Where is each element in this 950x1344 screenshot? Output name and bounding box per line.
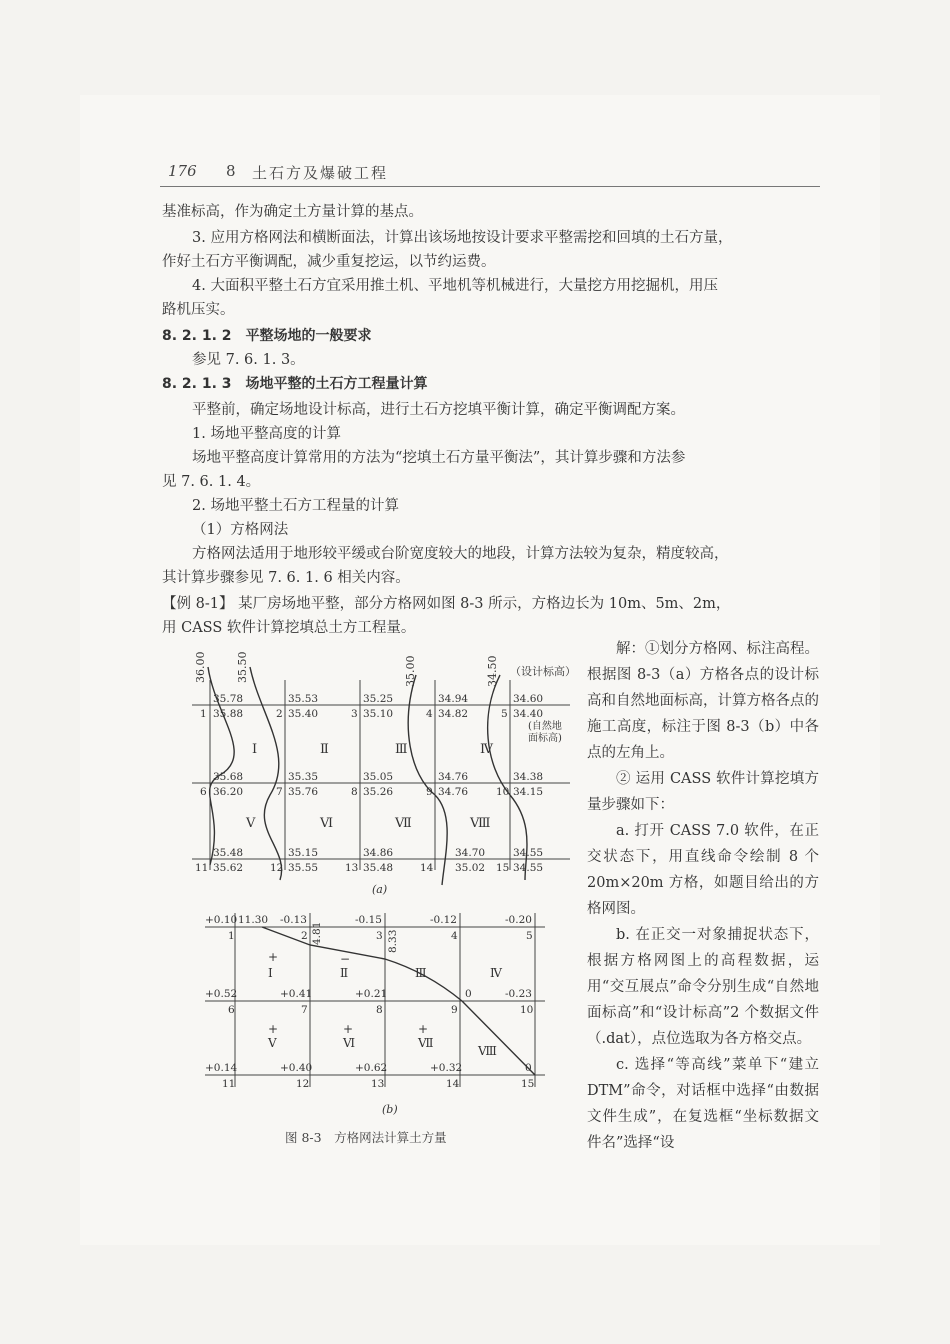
cell-label: Ⅲ <box>415 966 427 980</box>
point-number: 10 <box>496 786 510 798</box>
cell-label: Ⅰ <box>268 966 273 980</box>
point-number: 8 <box>376 1004 383 1016</box>
text-line: 3. 应用方格网法和横断面法，计算出该场地按设计要求平整需挖和回填的土石方量， <box>192 230 733 246</box>
solution-para: 解：①划分方格网、标注高程。根据图 8-3（a）方格各点的设计标高和自然地面标高，计算方格各点的施工高度，标注于图 8-3（b）中各点的左角上。 <box>587 641 819 761</box>
point-number: 4 <box>426 708 433 720</box>
design-elev: 35.68 <box>213 771 244 783</box>
design-elev: 35.15 <box>288 847 319 859</box>
contour-label: 34.50 <box>486 655 499 687</box>
point-number: 8 <box>351 786 358 798</box>
text-line: 参见 7. 6. 1. 3。 <box>192 352 305 368</box>
point-number: 12 <box>270 862 284 874</box>
chapter-number: 8 <box>226 162 236 180</box>
design-elev: 34.76 <box>438 771 469 783</box>
text-line: 2. 场地平整土石方工程量的计算 <box>192 498 399 514</box>
point-number: 5 <box>501 708 508 720</box>
figure-caption: 图 8-3 方格网法计算土方量 <box>285 1130 447 1145</box>
work-height-extra: 4.81 <box>311 921 323 945</box>
figure-a-label: (a) <box>372 883 388 896</box>
cell-label: Ⅶ <box>418 1036 434 1050</box>
point-number: 9 <box>451 1004 458 1016</box>
natural-elev: 34.55 <box>513 862 544 874</box>
text-line: 路机压实。 <box>162 302 235 318</box>
point-number: 11 <box>195 862 209 874</box>
text-line: 作好土石方平衡调配，减少重复挖运，以节约运费。 <box>162 254 496 270</box>
text-line: 其计算步骤参见 7. 6. 1. 6 相关内容。 <box>162 570 410 586</box>
fill-sign: + <box>268 1022 279 1036</box>
natural-elev: 35.02 <box>455 862 486 874</box>
text-line: （1）方格网法 <box>192 522 289 538</box>
work-height: +0.14 <box>205 1062 238 1074</box>
point-number: 12 <box>296 1078 310 1090</box>
point-number: 13 <box>371 1078 385 1090</box>
work-height: +0.21 <box>355 988 388 1000</box>
contour-label: 35.50 <box>236 651 249 683</box>
section-heading: 8. 2. 1. 3 场地平整的土石方工程量计算 <box>162 376 428 392</box>
solution-para: b. 在正交一对象捕捉状态下，根据方格网图上的高程数据，运用“交互展点”命令分别生成“自然地面标高”和“设计标高”2 个数据文件（.dat），点位选取为各方格交点。 <box>587 927 819 1047</box>
design-elev: 34.55 <box>513 847 544 859</box>
point-number: 11 <box>222 1078 236 1090</box>
design-elev: 34.38 <box>513 771 544 783</box>
cut-sign: − <box>340 952 351 966</box>
section-heading: 8. 2. 1. 2 平整场地的一般要求 <box>162 328 372 344</box>
work-height: +0.40 <box>280 1062 313 1074</box>
point-number: 1 <box>200 708 207 720</box>
cell-label: Ⅴ <box>246 816 256 831</box>
text-line: 4. 大面积平整土石方宜采用推土机、平地机等机械进行，大量挖方用挖掘机，用压 <box>192 278 718 294</box>
point-number: 10 <box>520 1004 534 1016</box>
contour-label: 36.00 <box>194 651 207 683</box>
design-elev: 34.86 <box>363 847 394 859</box>
point-number: 1 <box>228 930 235 942</box>
design-elev: 34.94 <box>438 693 469 705</box>
design-elev: 35.35 <box>288 771 319 783</box>
work-height: -0.20 <box>505 914 532 926</box>
contour-label: 35.00 <box>404 655 417 687</box>
cell-label: Ⅲ <box>395 742 408 757</box>
design-elev: 35.25 <box>363 693 394 705</box>
design-elev: 35.53 <box>288 693 319 705</box>
natural-elev: 35.76 <box>288 786 319 798</box>
solution-para: a. 打开 CASS 7.0 软件，在正交状态下，用直线命令绘制 8 个 20m×20m 方格，如题目给出的方格网图。 <box>587 823 819 917</box>
example-line: 【例 8-1】 某厂房场地平整，部分方格网如图 8-3 所示，方格边长为 10m、5m、2m， <box>162 596 731 612</box>
page-header <box>160 160 820 187</box>
work-height: +0.10 <box>205 914 238 926</box>
point-number: 7 <box>276 786 283 798</box>
natural-elev: 36.20 <box>213 786 244 798</box>
design-elev: 35.48 <box>213 847 244 859</box>
work-height: +0.62 <box>355 1062 388 1074</box>
point-number: 15 <box>496 862 510 874</box>
text-line: 场地平整高度计算常用的方法为“挖填土石方量平衡法”，其计算步骤和方法参 <box>192 450 686 466</box>
work-height-extra: 11.30 <box>238 914 269 926</box>
cell-label: Ⅰ <box>252 742 258 757</box>
natural-elev: 35.88 <box>213 708 244 720</box>
cell-label: Ⅱ <box>340 966 349 980</box>
cell-label: Ⅵ <box>343 1036 356 1050</box>
cell-label: Ⅱ <box>320 742 329 757</box>
design-elev: 35.05 <box>363 771 394 783</box>
point-number: 5 <box>526 930 533 942</box>
work-height: +0.52 <box>205 988 238 1000</box>
point-number: 3 <box>376 930 383 942</box>
fill-sign: + <box>418 1022 429 1036</box>
text-line: 平整前，确定场地设计标高，进行土石方挖填平衡计算，确定平衡调配方案。 <box>192 402 685 418</box>
work-height: -0.13 <box>280 914 307 926</box>
point-number: 14 <box>420 862 434 874</box>
cell-label: Ⅵ <box>320 816 334 831</box>
work-height-extra: 8.33 <box>387 929 399 953</box>
fill-sign: + <box>268 950 279 964</box>
natural-elev: 34.82 <box>438 708 469 720</box>
fill-sign: + <box>343 1022 354 1036</box>
cell-label: Ⅶ <box>395 816 412 831</box>
point-number: 9 <box>426 786 433 798</box>
legend-natural: 面标高) <box>528 733 562 744</box>
legend-design: （设计标高） <box>510 665 576 678</box>
text-line: 基准标高，作为确定土方量计算的基点。 <box>162 204 423 220</box>
page-number: 176 <box>168 162 197 180</box>
text-line: 1. 场地平整高度的计算 <box>192 426 341 442</box>
natural-elev: 35.55 <box>288 862 319 874</box>
work-height: 0 <box>525 1062 532 1074</box>
design-elev: 34.60 <box>513 693 544 705</box>
point-number: 7 <box>301 1004 308 1016</box>
work-height: +0.32 <box>430 1062 463 1074</box>
natural-elev: 35.26 <box>363 786 394 798</box>
design-elev: 34.70 <box>455 847 486 859</box>
text-line: 见 7. 6. 1. 4。 <box>162 474 261 490</box>
figure-b-label: (b) <box>382 1103 398 1116</box>
solution-column <box>587 636 819 1156</box>
chapter-title: 土石方及爆破工程 <box>252 164 389 182</box>
natural-elev: 34.76 <box>438 786 469 798</box>
work-height: -0.12 <box>430 914 457 926</box>
point-number: 14 <box>446 1078 460 1090</box>
cell-label: Ⅳ <box>480 742 493 757</box>
work-height: -0.23 <box>505 988 532 1000</box>
point-number: 3 <box>351 708 358 720</box>
solution-para: c. 选择“等高线”菜单下“建立 DTM”命令，对话框中选择“由数据文件生成”，在复选框“坐标数据文件名”选择“设 <box>587 1057 819 1151</box>
legend-natural: (自然地 <box>528 721 562 732</box>
figure-a-grid <box>180 645 580 900</box>
work-height: +0.41 <box>280 988 313 1000</box>
point-number: 15 <box>521 1078 535 1090</box>
example-line: 用 CASS 软件计算挖填总土方工程量。 <box>162 620 416 636</box>
point-number: 13 <box>345 862 359 874</box>
work-height: 0 <box>465 988 472 1000</box>
point-number: 2 <box>276 708 283 720</box>
natural-elev: 35.62 <box>213 862 244 874</box>
natural-elev: 35.10 <box>363 708 394 720</box>
cell-label: Ⅷ <box>470 816 491 831</box>
point-number: 2 <box>301 930 308 942</box>
text-line: 方格网法适用于地形较平缓或台阶宽度较大的地段，计算方法较为复杂，精度较高， <box>192 546 729 562</box>
natural-elev: 34.15 <box>513 786 544 798</box>
cell-label: Ⅳ <box>490 966 502 980</box>
design-elev: 35.78 <box>213 693 244 705</box>
solution-para: ② 运用 CASS 软件计算挖填方量步骤如下： <box>587 771 819 813</box>
figure-b-grid <box>200 905 560 1120</box>
cell-label: Ⅷ <box>478 1044 497 1058</box>
point-number: 6 <box>200 786 207 798</box>
natural-elev: 35.40 <box>288 708 319 720</box>
work-height: -0.15 <box>355 914 382 926</box>
point-number: 6 <box>228 1004 235 1016</box>
natural-elev: 35.48 <box>363 862 394 874</box>
cell-label: Ⅴ <box>268 1036 277 1050</box>
point-number: 4 <box>451 930 458 942</box>
natural-elev: 34.40 <box>513 708 544 720</box>
